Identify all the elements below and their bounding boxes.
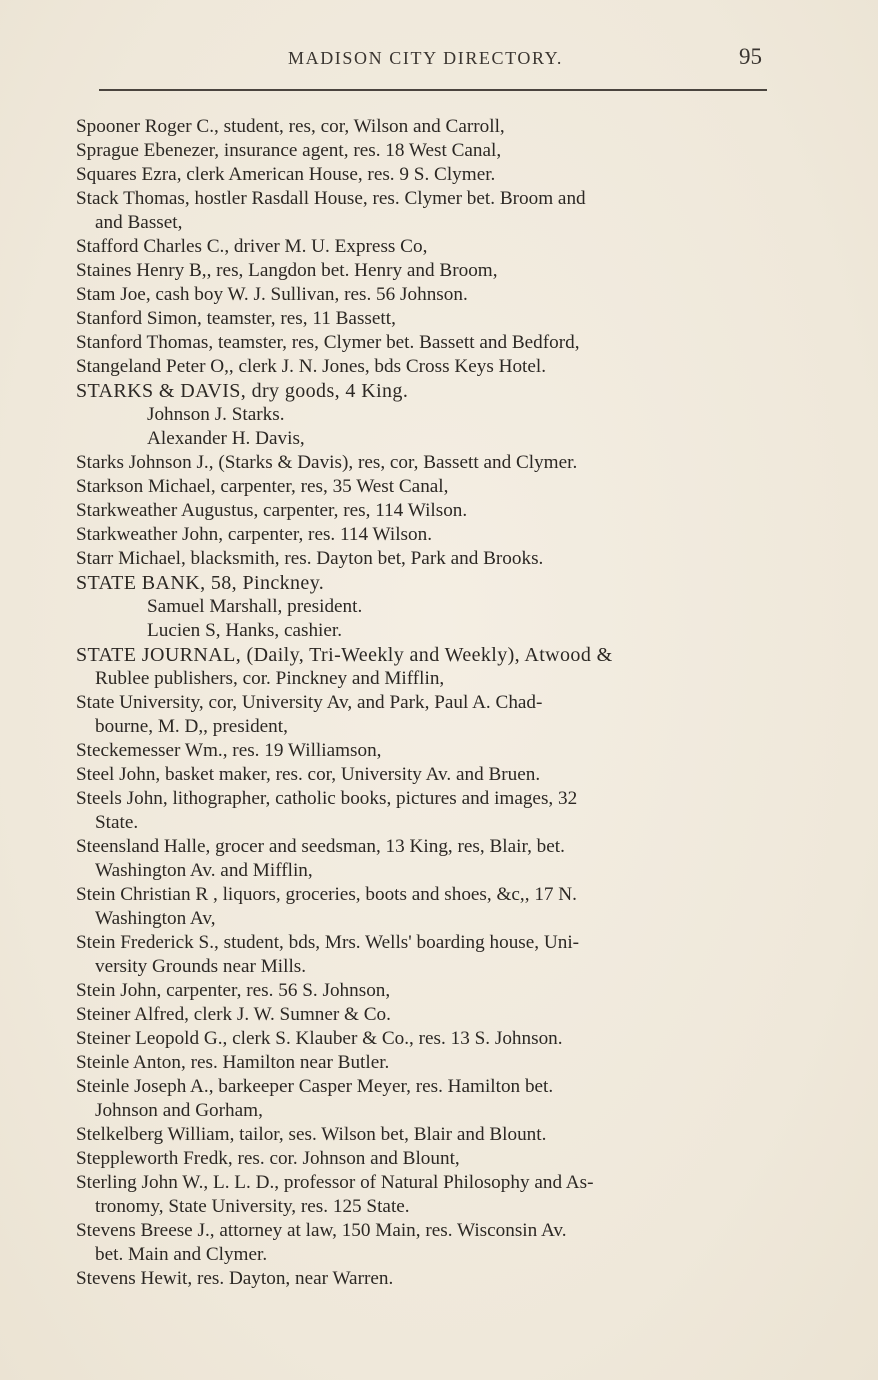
entry-line: STATE JOURNAL, (Daily, Tri-Weekly and Weekly), Atwood &: [76, 644, 613, 666]
entry-continuation: tronomy, State University, res. 125 State.: [95, 1196, 410, 1217]
entry-line: Starkweather Augustus, carpenter, res, 114 Wilson.: [76, 500, 468, 521]
entry-continuation: bet. Main and Clymer.: [95, 1244, 268, 1265]
entry-line: Steinle Anton, res. Hamilton near Butler.: [76, 1052, 390, 1073]
entry-line: Stelkelberg William, tailor, ses. Wilson bet, Blair and Blount.: [76, 1124, 547, 1145]
entry-continuation: and Basset,: [95, 212, 183, 233]
entry-line: Stevens Hewit, res. Dayton, near Warren.: [76, 1268, 394, 1289]
entry-continuation: Rublee publishers, cor. Pinckney and Mifflin,: [95, 668, 445, 689]
entry-line: Stein Frederick S., student, bds, Mrs. Wells' boarding house, Uni-: [76, 932, 580, 953]
entry-line: STATE BANK, 58, Pinckney.: [76, 572, 325, 594]
entry-line: Steiner Alfred, clerk J. W. Sumner & Co.: [76, 1004, 391, 1025]
entry-line: Steiner Leopold G., clerk S. Klauber & Co., res. 13 S. Johnson.: [76, 1028, 563, 1049]
entry-line: Stein Christian R , liquors, groceries, boots and shoes, &c,, 17 N.: [76, 884, 577, 905]
running-title: MADISON CITY DIRECTORY.: [288, 48, 563, 68]
entry-line: Steppleworth Fredk, res. cor. Johnson and Blount,: [76, 1148, 460, 1169]
entry-subline: Alexander H. Davis,: [147, 428, 305, 449]
entry-line: Steensland Halle, grocer and seedsman, 13 King, res, Blair, bet.: [76, 836, 565, 857]
entry-continuation: State.: [95, 812, 139, 833]
entry-line: Starr Michael, blacksmith, res. Dayton bet, Park and Brooks.: [76, 548, 544, 569]
entry-line: Stack Thomas, hostler Rasdall House, res. Clymer bet. Broom and: [76, 188, 586, 209]
entry-continuation: bourne, M. D,, president,: [95, 716, 288, 737]
entry-line: Staines Henry B,, res, Langdon bet. Henry and Broom,: [76, 260, 498, 281]
entry-line: Stam Joe, cash boy W. J. Sullivan, res. 56 Johnson.: [76, 284, 468, 305]
entry-line: Steinle Joseph A., barkeeper Casper Meyer, res. Hamilton bet.: [76, 1076, 554, 1097]
entry-line: Steckemesser Wm., res. 19 Williamson,: [76, 740, 382, 761]
entry-line: Starks Johnson J., (Starks & Davis), res, cor, Bassett and Clymer.: [76, 452, 578, 473]
entry-line: Stanford Thomas, teamster, res, Clymer bet. Bassett and Bedford,: [76, 332, 580, 353]
entry-line: Steel John, basket maker, res. cor, University Av. and Bruen.: [76, 764, 541, 785]
entry-continuation: Washington Av. and Mifflin,: [95, 860, 313, 881]
entry-line: Steels John, lithographer, catholic books, pictures and images, 32: [76, 788, 578, 809]
entry-continuation: Johnson and Gorham,: [95, 1100, 263, 1121]
entry-line: Stevens Breese J., attorney at law, 150 Main, res. Wisconsin Av.: [76, 1220, 567, 1241]
entry-subline: Samuel Marshall, president.: [147, 596, 363, 617]
entry-line: Starkweather John, carpenter, res. 114 Wilson.: [76, 524, 432, 545]
entry-line: Starkson Michael, carpenter, res, 35 West Canal,: [76, 476, 449, 497]
page-number: 95: [739, 44, 762, 69]
entry-line: Stein John, carpenter, res. 56 S. Johnson,: [76, 980, 391, 1001]
entry-subline: Lucien S, Hanks, cashier.: [147, 620, 343, 641]
entry-line: Stangeland Peter O,, clerk J. N. Jones, bds Cross Keys Hotel.: [76, 356, 547, 377]
entry-subline: Johnson J. Starks.: [147, 404, 285, 425]
entry-line: State University, cor, University Av, and Park, Paul A. Chad-: [76, 692, 543, 713]
entry-line: Sprague Ebenezer, insurance agent, res. 18 West Canal,: [76, 140, 502, 161]
entry-line: Sterling John W., L. L. D., professor of Natural Philosophy and As-: [76, 1172, 594, 1193]
entry-line: Stafford Charles C., driver M. U. Express Co,: [76, 236, 428, 257]
entry-line: STARKS & DAVIS, dry goods, 4 King.: [76, 380, 409, 402]
entry-continuation: versity Grounds near Mills.: [95, 956, 307, 977]
entry-line: Stanford Simon, teamster, res, 11 Bassett,: [76, 308, 396, 329]
entry-continuation: Washington Av,: [95, 908, 216, 929]
entry-line: Spooner Roger C., student, res, cor, Wilson and Carroll,: [76, 116, 505, 137]
entry-line: Squares Ezra, clerk American House, res. 9 S. Clymer.: [76, 164, 496, 185]
